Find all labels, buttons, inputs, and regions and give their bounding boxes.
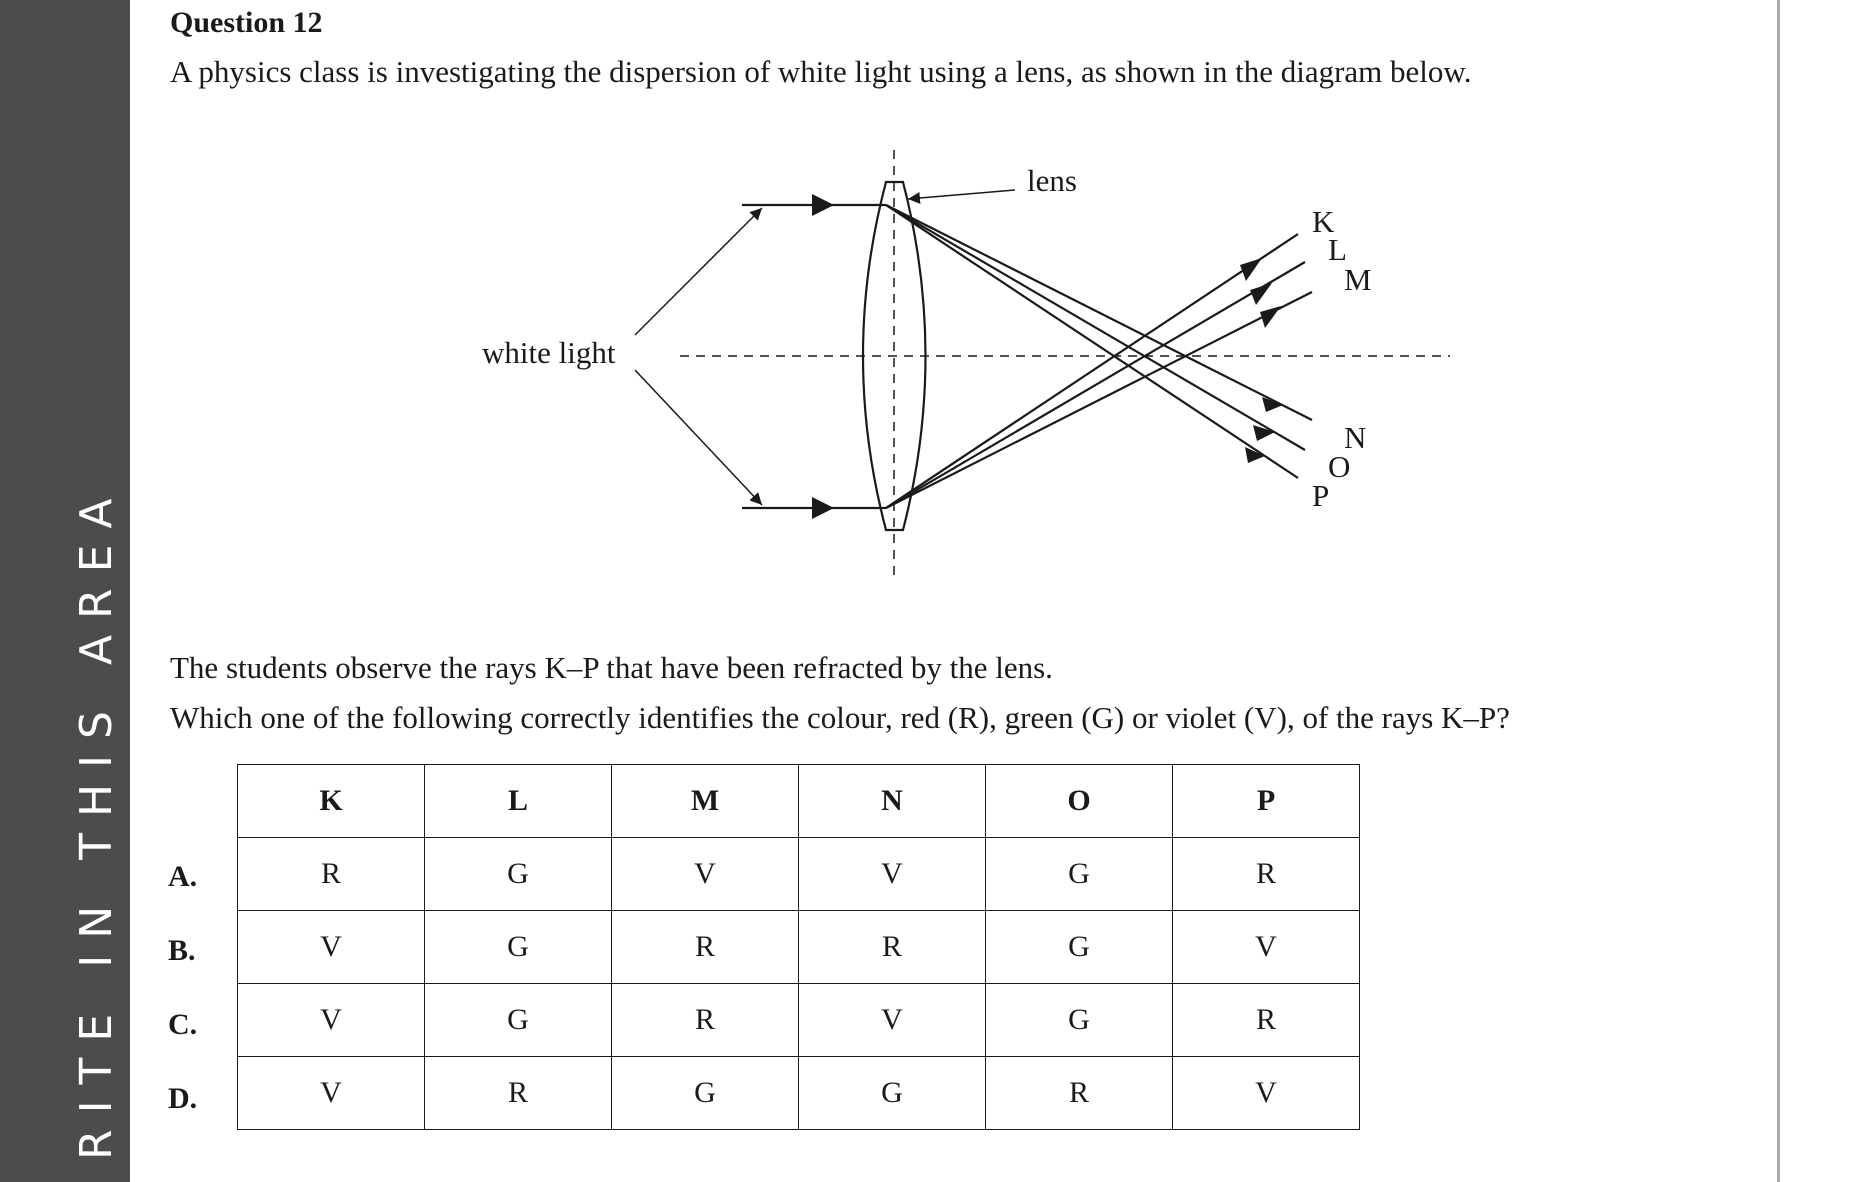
cell: V — [612, 838, 799, 911]
question-line-2: Which one of the following correctly identifies the colour, red (R), green (G) or violet (V), of the rays K–P? — [170, 700, 1510, 735]
cell: V — [1173, 1057, 1360, 1130]
ray-label-M: M — [1344, 262, 1372, 297]
cell: V — [1173, 911, 1360, 984]
ray-label-L: L — [1328, 232, 1347, 267]
option-label-A: A. — [168, 860, 198, 893]
table-header-row — [238, 765, 1360, 838]
header-P: P — [1173, 765, 1360, 838]
cell: G — [986, 911, 1173, 984]
table-row — [238, 838, 1360, 911]
cell: G — [986, 984, 1173, 1057]
cell: V — [799, 984, 986, 1057]
header-M: M — [612, 765, 799, 838]
margin-warning-text: RITE IN THIS AREA — [71, 482, 122, 1160]
cell: R — [425, 1057, 612, 1130]
white-light-label: white light — [482, 335, 616, 370]
white-light-pointer-bottom — [635, 370, 762, 505]
ray-P — [886, 205, 1298, 478]
ray-label-P: P — [1312, 478, 1330, 513]
cell: G — [986, 838, 1173, 911]
answer-table — [237, 764, 1360, 1130]
option-label-C: C. — [168, 1008, 198, 1041]
table-row — [238, 1057, 1360, 1130]
cell: R — [238, 838, 425, 911]
cell: R — [799, 911, 986, 984]
arrow-ray-L — [1250, 283, 1272, 305]
header-K: K — [238, 765, 425, 838]
option-label-D: D. — [168, 1082, 198, 1115]
ray-M — [886, 292, 1312, 508]
ray-label-K: K — [1312, 204, 1335, 239]
arrow-ray-O — [1253, 425, 1275, 441]
question-line-1: The students observe the rays K–P that have been refracted by the lens. — [170, 650, 1053, 685]
table-row — [238, 984, 1360, 1057]
cell: R — [1173, 838, 1360, 911]
question-title: Question 12 — [170, 6, 323, 39]
ray-N — [886, 205, 1312, 420]
cell: R — [986, 1057, 1173, 1130]
question-intro: A physics class is investigating the dispersion of white light using a lens, as shown in the diagram below. — [170, 54, 1472, 89]
cell: G — [612, 1057, 799, 1130]
white-light-pointer-top — [635, 208, 762, 335]
header-L: L — [425, 765, 612, 838]
arrow-ray-K — [1240, 258, 1262, 281]
cell: G — [425, 984, 612, 1057]
lens-label-pointer — [908, 190, 1015, 199]
cell: R — [1173, 984, 1360, 1057]
cell: G — [799, 1057, 986, 1130]
cell: V — [238, 1057, 425, 1130]
cell: V — [238, 911, 425, 984]
table-row — [238, 911, 1360, 984]
cell: V — [799, 838, 986, 911]
header-N: N — [799, 765, 986, 838]
cell: R — [612, 911, 799, 984]
cell: G — [425, 911, 612, 984]
ray-label-N: N — [1344, 420, 1367, 455]
incident-arrow-top — [812, 194, 834, 216]
cell: V — [238, 984, 425, 1057]
incident-arrow-bottom — [812, 497, 834, 519]
option-label-B: B. — [168, 934, 196, 967]
cell: G — [425, 838, 612, 911]
cell: R — [612, 984, 799, 1057]
ray-label-O: O — [1328, 449, 1351, 484]
arrow-ray-M — [1260, 306, 1281, 328]
ray-K — [886, 234, 1298, 508]
header-O: O — [986, 765, 1173, 838]
lens-label: lens — [1027, 163, 1077, 198]
